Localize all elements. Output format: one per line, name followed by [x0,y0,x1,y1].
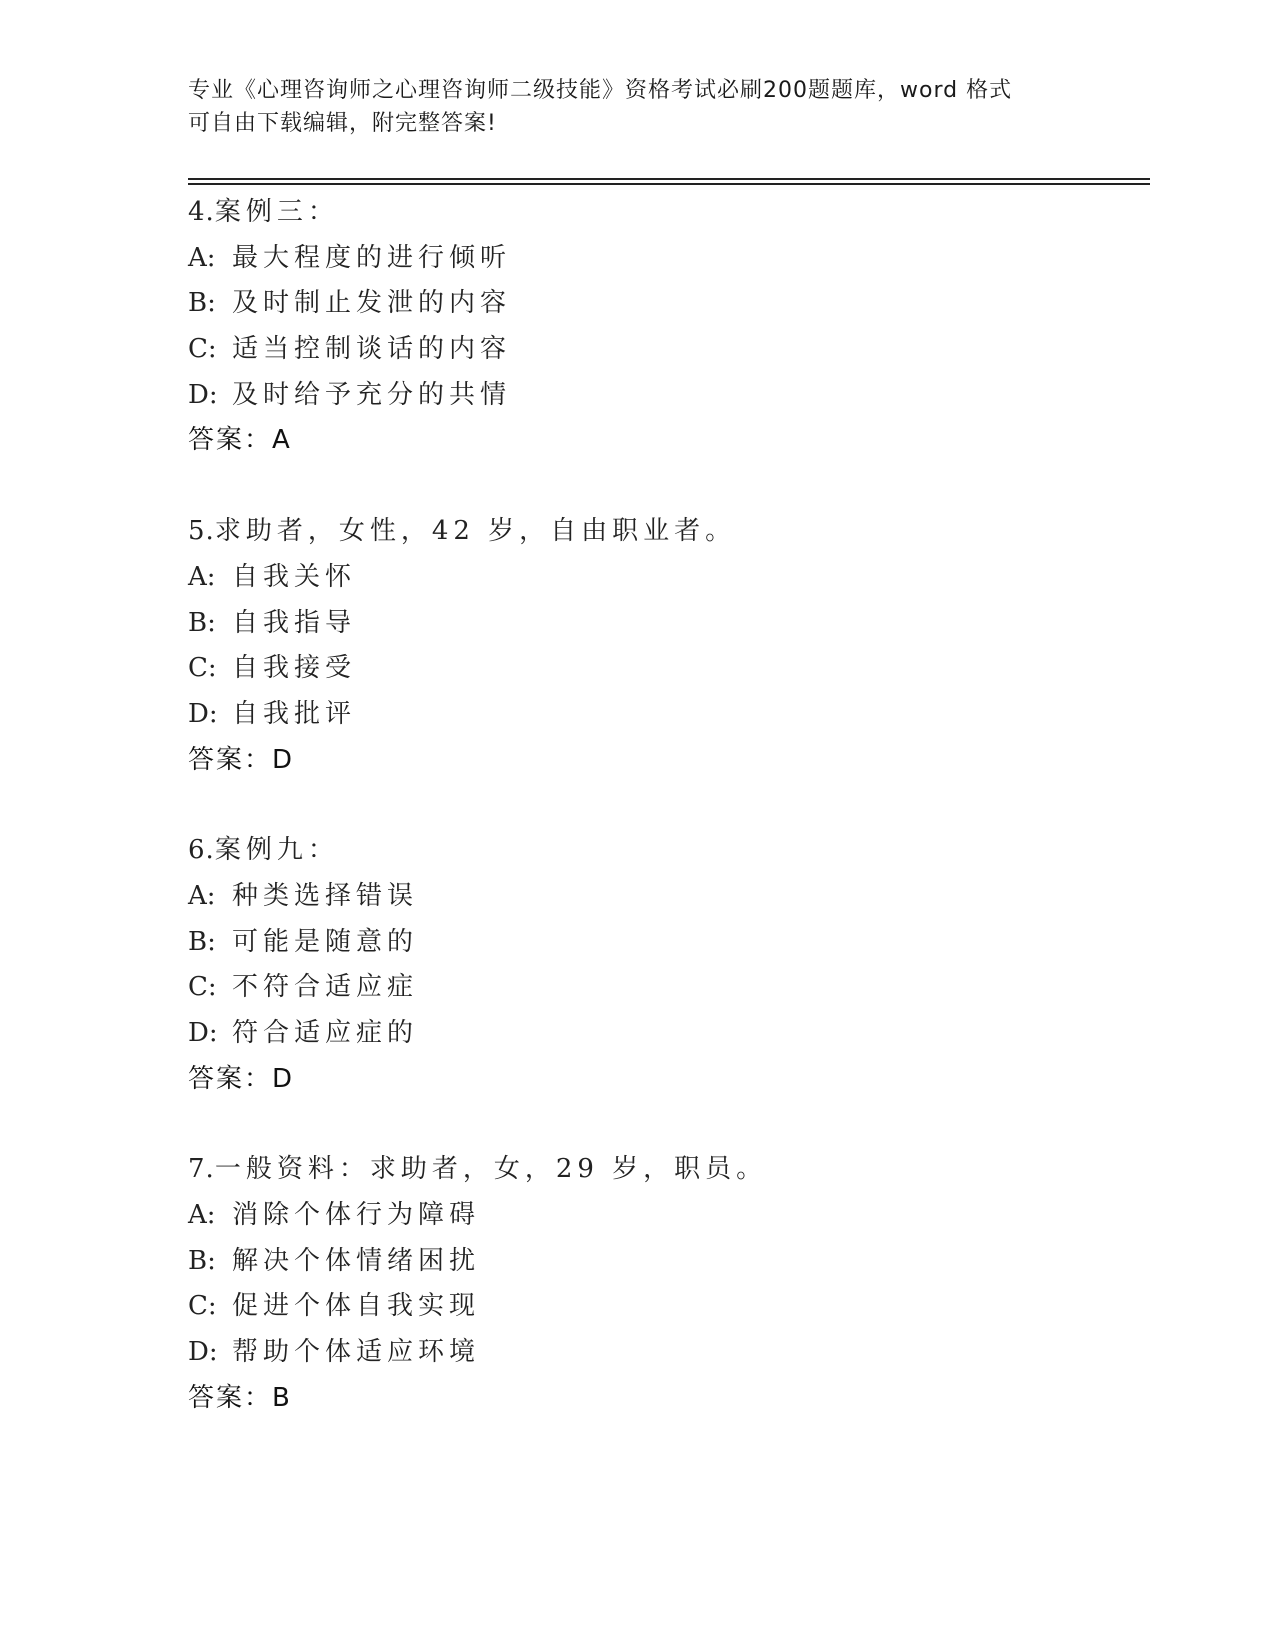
header-line-2: 可自由下载编辑，附完整答案! [188,111,497,136]
question-number: 4. [188,197,215,227]
answer-line: 答案：A [188,425,292,456]
question-item [188,190,1148,464]
option-letter: A: [188,1200,216,1231]
question-item [188,828,1148,1102]
answer-line: 答案：D [188,744,295,775]
option-text: 消除个体行为障碍 [232,1200,481,1231]
option-text: 促进个体自我实现 [232,1291,481,1322]
option-text: 自我批评 [232,698,357,729]
question-stem [188,828,1148,874]
option-letter: D: [188,1337,218,1368]
option-c [188,327,1148,373]
option-letter: B: [188,607,216,638]
option-text: 最大程度的进行倾听 [232,242,512,273]
option-c [188,1284,1148,1330]
question-number: 7. [188,1154,215,1185]
question-text: 案例九： [214,835,339,866]
option-a [188,1193,1148,1239]
option-letter: A: [188,880,216,911]
option-text: 解决个体情绪困扰 [232,1245,481,1276]
question-stem [188,190,1148,236]
question-number: 6. [188,835,215,866]
option-text: 自我指导 [232,607,357,638]
option-letter: D: [188,1018,218,1048]
option-b [188,920,1148,966]
option-d [188,1330,1148,1376]
option-text: 种类选择错误 [232,880,419,911]
option-letter: C: [188,972,217,1003]
option-text: 适当控制谈话的内容 [232,334,512,365]
option-d [188,692,1148,738]
question-stem [188,509,1148,555]
option-letter: D: [188,698,218,729]
header-line-1: 专业《心理咨询师之心理咨询师二级技能》资格考试必刷200题题库，word 格式 [188,78,1013,103]
question-number: 5. [188,516,215,547]
question-list [188,190,1148,1467]
option-a [188,874,1148,920]
option-letter: A: [188,561,216,592]
option-d [188,373,1148,419]
option-d [188,1011,1148,1057]
option-letter: C: [188,1291,217,1322]
question-text: 求助者，女性，42 岁，自由职业者。 [214,516,737,547]
question-text: 一般资料：求助者，女，29 岁，职员。 [214,1154,768,1185]
option-text: 自我接受 [232,653,357,684]
question-text: 案例三： [214,197,339,227]
option-text: 不符合适应症 [232,972,419,1003]
option-a [188,236,1148,282]
option-c [188,646,1148,692]
answer-line: 答案：D [188,1063,295,1094]
question-stem [188,1147,1148,1193]
option-text: 可能是随意的 [232,926,419,957]
option-b [188,1239,1148,1285]
option-text: 帮助个体适应环境 [232,1337,481,1368]
option-letter: D: [188,379,218,410]
option-a [188,555,1148,601]
header-divider-bottom [188,183,1150,185]
option-letter: C: [188,653,217,684]
option-letter: B: [188,926,216,957]
option-text: 及时给予充分的共情 [232,379,512,410]
answer-line: 答案：B [188,1382,292,1413]
header-divider-top [188,178,1150,180]
option-text: 及时制止发泄的内容 [232,288,512,319]
option-text: 符合适应症的 [232,1018,419,1048]
document-header [188,74,1088,140]
option-letter: B: [188,1245,216,1276]
option-b [188,281,1148,327]
option-text: 自我关怀 [232,561,357,592]
option-letter: C: [188,334,217,365]
question-item [188,1147,1148,1421]
option-letter: B: [188,288,216,319]
question-item [188,509,1148,783]
option-b [188,601,1148,647]
option-c [188,965,1148,1011]
option-letter: A: [188,242,216,273]
